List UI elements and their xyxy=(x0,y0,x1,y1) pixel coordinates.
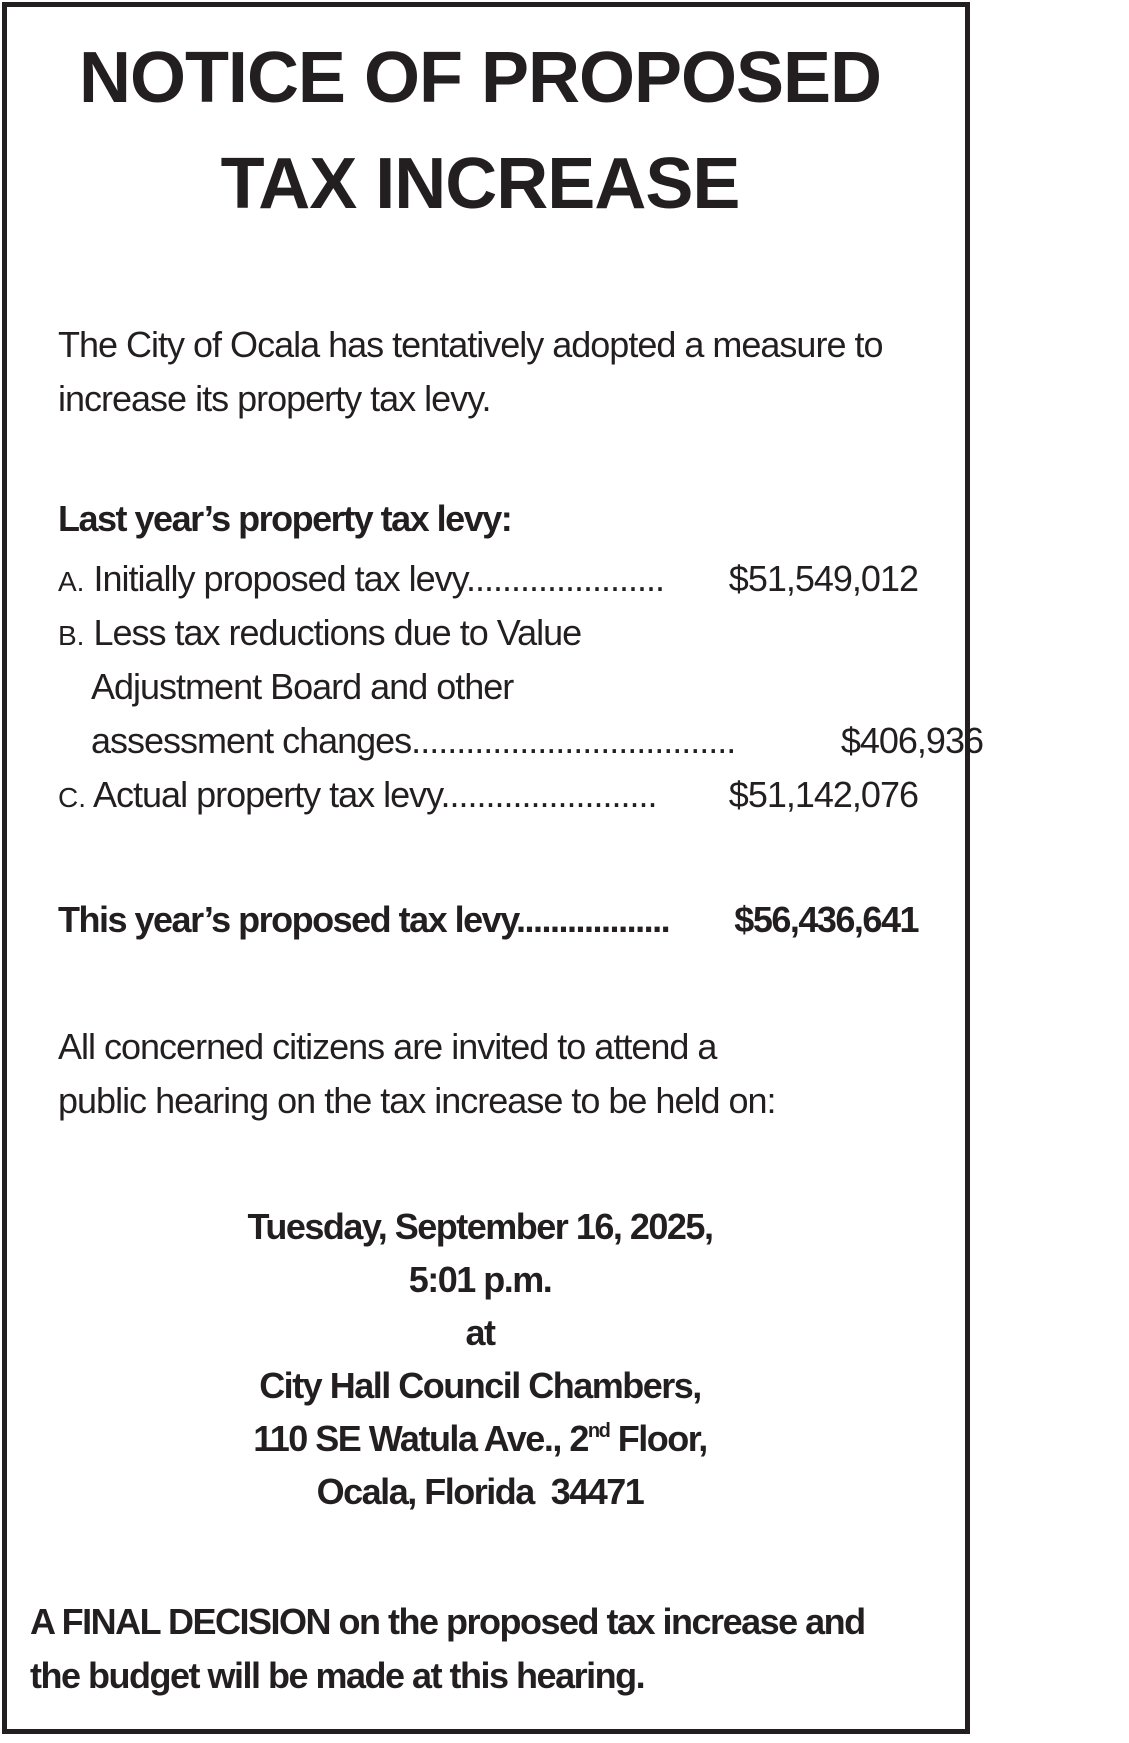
hearing-date: Tuesday, September 16, 2025, xyxy=(247,1206,713,1247)
invite-line-2: public hearing on the tax increase to be held on: xyxy=(58,1080,776,1121)
invite-line-1: All concerned citizens are invited to attend a xyxy=(58,1026,717,1067)
intro-line-2: increase its property tax levy. xyxy=(58,378,491,419)
levy-item-b-label-2: Adjustment Board and other xyxy=(91,666,514,707)
this-year-levy-label: This year’s proposed tax levy.................. xyxy=(58,899,670,940)
levy-item-a xyxy=(58,552,918,609)
hearing-address-ordinal: nd xyxy=(587,1420,610,1442)
hearing-city: Ocala, Florida 34471 xyxy=(316,1471,644,1512)
invite-paragraph xyxy=(58,1020,958,1128)
levy-item-b-label-3: assessment changes.................................... xyxy=(91,720,736,761)
notice-title-line-1: NOTICE OF PROPOSED xyxy=(78,38,882,118)
levy-item-a-amount: $51,549,012 xyxy=(728,558,918,599)
levy-item-b-line-2 xyxy=(91,660,951,714)
hearing-address-floor: Floor, xyxy=(609,1418,707,1459)
levy-item-b-amount: $406,936 xyxy=(840,720,983,761)
this-year-proposed-levy xyxy=(58,893,918,947)
hearing-at: at xyxy=(465,1312,495,1353)
notice-title-line-2: TAX INCREASE xyxy=(220,144,740,224)
intro-line-1: The City of Ocala has tentatively adopted a measure to xyxy=(58,324,883,365)
final-decision-line-2: the budget will be made at this hearing. xyxy=(30,1655,645,1696)
hearing-address-main: 110 SE Watula Ave., 2 xyxy=(253,1418,588,1459)
hearing-venue: City Hall Council Chambers, xyxy=(259,1365,701,1406)
levy-item-a-label: Initially proposed tax levy...................... xyxy=(84,558,665,599)
levy-item-c-label: Actual property tax levy........................ xyxy=(86,774,657,815)
levy-item-c xyxy=(58,768,918,825)
hearing-address xyxy=(0,1412,960,1465)
levy-item-c-amount: $51,142,076 xyxy=(728,774,918,815)
levy-item-b-label-1: Less tax reductions due to Value xyxy=(84,612,582,653)
levy-item-a-letter: A. xyxy=(58,566,85,597)
last-year-levy-heading: Last year’s property tax levy: xyxy=(58,498,512,539)
levy-item-b-line-3 xyxy=(91,714,983,768)
final-decision-line-1: A FINAL DECISION on the proposed tax increase and xyxy=(30,1601,865,1642)
hearing-details xyxy=(0,1200,960,1518)
hearing-time: 5:01 p.m. xyxy=(408,1259,552,1300)
final-decision-statement xyxy=(30,1595,865,1703)
levy-item-c-letter: C. xyxy=(58,782,86,813)
intro-paragraph xyxy=(58,318,958,426)
levy-item-b-line-1 xyxy=(58,606,918,663)
levy-item-b-letter: B. xyxy=(58,620,85,651)
this-year-levy-amount: $56,436,641 xyxy=(734,899,918,940)
